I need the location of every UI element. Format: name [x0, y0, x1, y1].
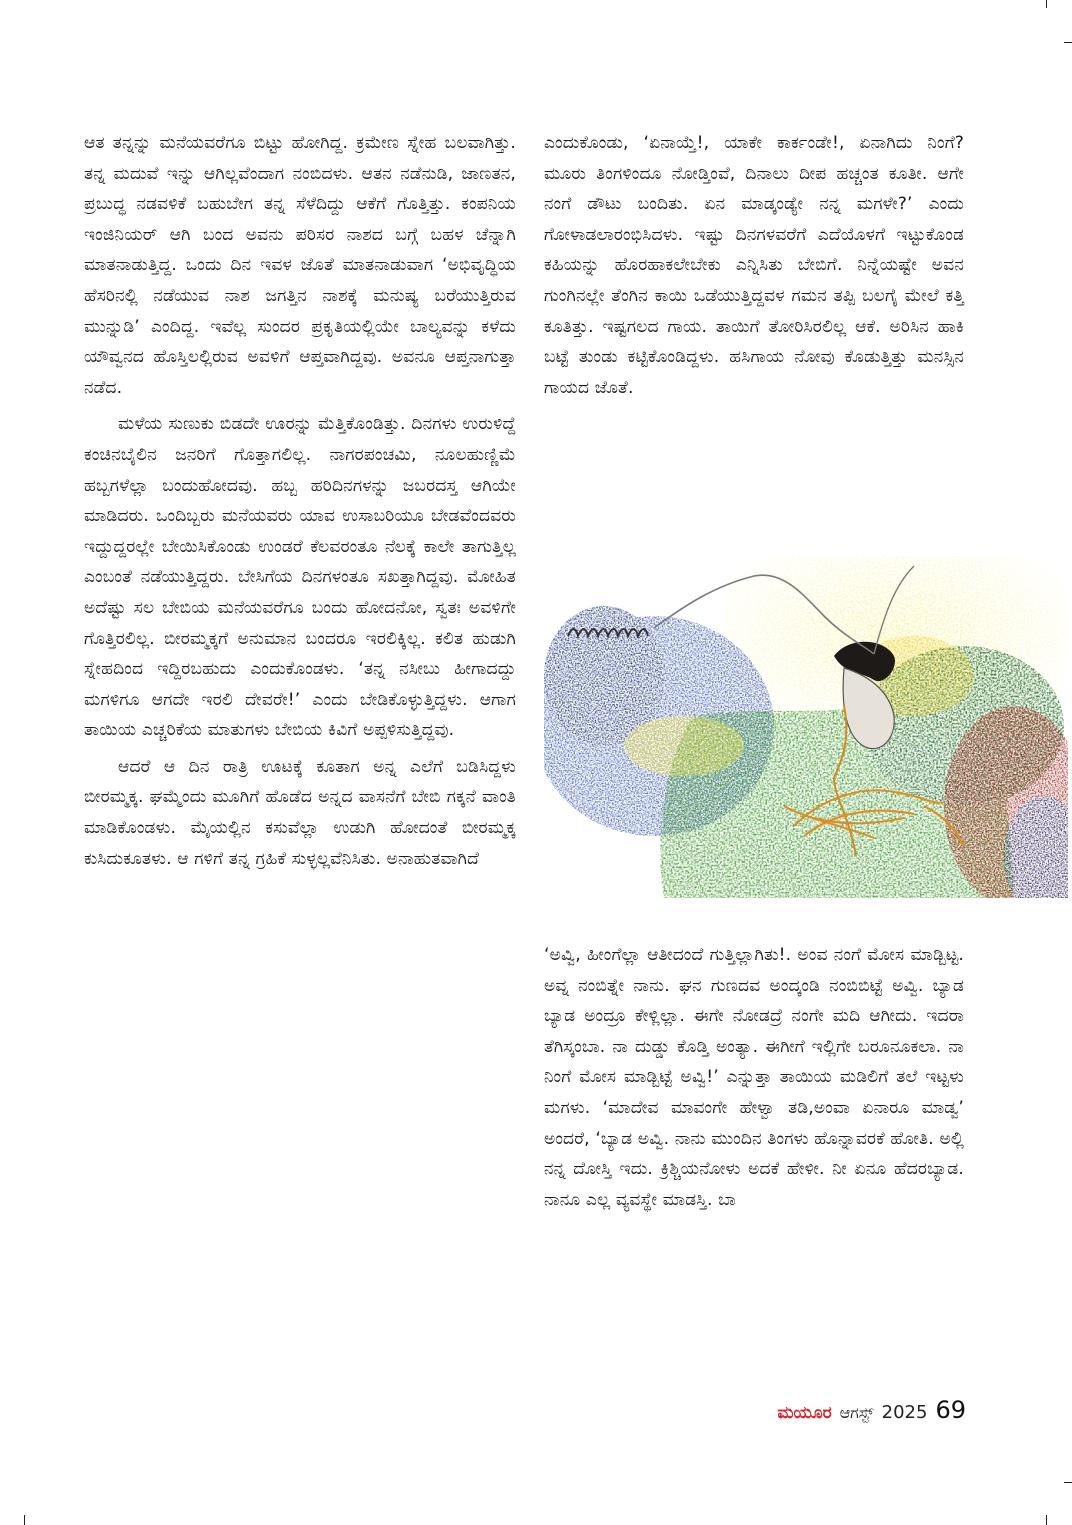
crop-mark-right-upper — [1064, 42, 1072, 43]
page-number: 69 — [935, 1396, 966, 1424]
yellow-patch — [624, 716, 744, 776]
paragraph: ಆತ ತನ್ನನ್ನು ಮನೆಯವರೆಗೂ ಬಿಟ್ಟು ಹೋಗಿದ್ದ. ಕ್ರಮೇಣ ಸ್ನೇಹ ಬಲವಾಗಿತ್ತು. ತನ್ನ ಮದುವೆ ಇನ್ನು ಆಗಿಲ್ಲವೆಂದಾಗ ನಂಬಿದಳು. ಆತನ ನಡೆನುಡಿ, ಜಾಣತನ, ಪ್ರಬುದ್ಧ ನಡವಳಿಕೆ ಬಹುಬೇಗ ತನ್ನ ಸೆಳೆದಿದ್ದು ಆಕೆಗೆ ಗೊತ್ತಿತ್ತು. ಕಂಪನಿಯ ಇಂಜಿನಿಯರ್ ಆಗಿ ಬಂದ ಅವನು ಪರಿಸರ ನಾಶದ ಬಗ್ಗೆ ಬಹಳ ಚೆನ್ನಾಗಿ ಮಾತನಾಡುತ್ತಿದ್ದ. ಒಂದು ದಿನ ಇವಳ ಜೊತೆ ಮಾತನಾಡುವಾಗ ‘ಅಭಿವೃದ್ಧಿಯ ಹೆಸರಿನಲ್ಲಿ ನಡೆಯುವ ನಾಶ ಜಗತ್ತಿನ ನಾಶಕ್ಕೆ ಮನುಷ್ಯ ಬರೆಯುತ್ತಿರುವ ಮುನ್ನುಡಿ’ ಎಂದಿದ್ದ. ಇವೆಲ್ಲ ಸುಂದರ ಪ್ರಕೃತಿಯಲ್ಲಿಯೇ ಬಾಲ್ಯವನ್ನು ಕಳೆದು ಯೌವ್ವನದ ಹೊಸ್ತಿಲಲ್ಲಿರುವ ಅವಳಿಗೆ ಆಪ್ತವಾಗಿದ್ದವು. ಅವನೂ ಆಪ್ತನಾಗುತ್ತಾ ನಡೆದ. — [84, 133, 516, 398]
crop-mark-right-lower — [1064, 1482, 1072, 1483]
crop-mark-bottom-right — [1046, 1515, 1047, 1525]
paragraph: ಆದರೆ ಆ ದಿನ ರಾತ್ರಿ ಊಟಕ್ಕೆ ಕೂತಾಗ ಅನ್ನ ಎಲೆಗೆ ಬಡಿಸಿದ್ದಳು ಬೀರಮ್ಮಕ್ಕ. ಘಮ್ಮೆಂದು ಮೂಗಿಗೆ ಹೊಡೆದ ಅನ್ನದ ವಾಸನೆಗೆ ಬೇಬಿ ಗಕ್ಕನೆ ವಾಂತಿ ಮಾಡಿಕೊಂಡಳು. ಮೈಯಲ್ಲಿನ ಕಸುವೆಲ್ಲಾ ಉಡುಗಿ ಹೋದಂತೆ ಬೀರಮ್ಮಕ್ಕ ಕುಸಿದುಕೂತಳು. ಆ ಗಳಿಗೆ ತನ್ನ ಗ್ರಹಿಕೆ ಸುಳ್ಳಲ್ಲವೆನಿಸಿತು. ಅನಾಹುತವಾಗಿದೆ — [84, 756, 516, 869]
magazine-logo: ಮಯೂರ — [777, 1403, 832, 1423]
paragraph: ‘ಅವ್ವಿ, ಹೀಂಗೆಲ್ಲಾ ಆತೀದಂದೆ ಗುತ್ತಿಲ್ಲಾಗಿತು!. ಅಂವ ನಂಗೆ ಮೋಸ ಮಾಡ್ಬಿಟ್ಟ. ಅವ್ನ ನಂಬಿತ್ನೇ ನಾನು. ಘನ ಗುಣದವ ಅಂದ್ಕಂಡಿ ನಂಬಿಬಿಟ್ಟೆ ಅವ್ವಿ. ಬ್ಯಾಡ ಬ್ಯಾಡ ಅಂದ್ರೂ ಕೇಳ್ಲಿಲ್ಲಾ. ಈಗೇ ನೋಡದ್ರೆ ನಂಗೇ ಮದಿ ಆಗೀದು. ಇದರಾ ತೆಗಿಸ್ಕಂಬಾ. ನಾ ದುಡ್ಡು ಕೊಡ್ತಿ ಅಂತ್ಯಾ. ಈಗೀಗೆ ಇಲ್ಲಿಗೇ ಬರೂನೂಕಲಾ. ನಾ ನಿಂಗೆ ಮೋಸ ಮಾಡ್ಬಿಟ್ಟೆ ಅವ್ವಿ!’ ಎನ್ನುತ್ತಾ ತಾಯಿಯ ಮಡಿಲಿಗೆ ತಲೆ ಇಟ್ಟಳು ಮಗಳು. ‘ಮಾದೇವ ಮಾವಂಗೇ ಹೇಳ್ವಾ ತಡಿ,ಅಂವಾ ಏನಾರೂ ಮಾಡ್ವ’ ಅಂದರೆ, ‘ಬ್ಯಾಡ ಅವ್ವಿ. ನಾನು ಮುಂದಿನ ತಿಂಗಳು ಹೊನ್ನಾವರಕೆ ಹೋತಿ. ಅಲ್ಲಿ ನನ್ನ ದೋಸ್ತಿ ಇದು. ಕ್ರಿಶ್ಚಿಯನೋಳು ಅದಕೆ ಹೇಳೀ. ನೀ ಏನೂ ಹೆದರಬ್ಯಾಡ. ನಾನೂ ಎಲ್ಲ ವ್ಯವಸ್ಥೇ ಮಾಡಸ್ತಿ. ಬಾ — [544, 945, 964, 1210]
crop-mark-top-right — [1046, 0, 1047, 8]
article-column-right-bottom — [544, 940, 964, 1215]
paragraph: ಎಂದುಕೊಂಡು, ‘ಏನಾಯ್ತೆ!, ಯಾಕೇ ಕಾರ್ಕಂಡೇ!, ಏನಾಗಿದು ನಿಂಗೆ? ಮೂರು ತಿಂಗಳಿಂದೂ ನೋಡ್ತಿಂವೆ, ದಿನಾಲು ದೀಪ ಹಚ್ಚಂತ ಕೂತೀ. ಆಗೇ ನಂಗೆ ಡೌಟು ಬಂದಿತು. ಏನ ಮಾಡ್ಕಂಡ್ಯೇ ನನ್ನ ಮಗಳೇ?’ ಎಂದು ಗೋಳಾಡಲಾರಂಭಿಸಿದಳು. ಇಷ್ಟು ದಿನಗಳವರೆಗೆ ಎದೆಯೊಳಗೆ ಇಟ್ಟುಕೊಂಡ ಕಹಿಯನ್ನು ಹೊರಹಾಕಲೇಬೇಕು ಎನ್ನಿಸಿತು ಬೇಬಿಗೆ. ನಿನ್ನೆಯಷ್ಟೇ ಅವನ ಗುಂಗಿನಲ್ಲೇ ತೆಂಗಿನ ಕಾಯಿ ಒಡೆಯುತ್ತಿದ್ದವಳ ಗಮನ ತಪ್ಪಿ ಬಲಗೈ ಮೇಲೆ ಕತ್ತಿ ಕೂತಿತ್ತು. ಇಷ್ಟಗಲದ ಗಾಯ. ತಾಯಿಗೆ ತೋರಿಸಿರಲಿಲ್ಲ ಆಕೆ. ಅರಿಸಿನ ಹಾಕಿ ಬಟ್ಟೆ ತುಂಡು ಕಟ್ಟಿಕೊಂಡಿದ್ದಳು. ಹಸಿಗಾಯ ನೋವು ಕೊಡುತ್ತಿತ್ತು ಮನಸ್ಸಿನ ಗಾಯದ ಜೊತೆ. — [544, 133, 964, 398]
article-column-right-top — [544, 128, 964, 403]
paragraph: ಮಳೆಯ ಸುಣುಕು ಬಿಡದೇ ಊರನ್ನು ಮೆತ್ತಿಕೊಂಡಿತ್ತು. ದಿನಗಳು ಉರುಳಿದ್ದೆ ಕಂಚಿನಬೈಲಿನ ಜನರಿಗೆ ಗೊತ್ತಾಗಲಿಲ್ಲ. ನಾಗರಪಂಚಮಿ, ನೂಲಹುಣ್ಣಿಮೆ ಹಬ್ಬಗಳೆಲ್ಲಾ ಬಂದುಹೋದವು. ಹಬ್ಬ ಹರಿದಿನಗಳನ್ನು ಜಬರದಸ್ತ ಆಗಿಯೇ ಮಾಡಿದರು. ಒಂದಿಬ್ಬರು ಮನೆಯವರು ಯಾವ ಉಸಾಬರಿಯೂ ಬೇಡವೆಂದವರು ಇದ್ದುದ್ದರಲ್ಲೇ ಬೇಯಿಸಿಕೊಂಡು ಉಂಡರೆ ಕೆಲವರಂತೂ ನೆಲಕ್ಕೆ ಕಾಲೇ ತಾಗುತ್ತಿಲ್ಲ ಎಂಬಂತೆ ನಡೆಯುತ್ತಿದ್ದರು. ಬೇಸಿಗೆಯ ದಿನಗಳಂತೂ ಸಖತ್ತಾಗಿದ್ದವು. ಮೋಹಿತ ಅದೆಷ್ಟು ಸಲ ಬೇಬಿಯ ಮನೆಯವರೆಗೂ ಬಂದು ಹೋದನೋ, ಸ್ವತಃ ಅವಳಿಗೇ ಗೊತ್ತಿರಲಿಲ್ಲ. ಬೀರಮ್ಮಕ್ಕಗೆ ಅನುಮಾನ ಬಂದರೂ ಇರಲಿಕ್ಕಿಲ್ಲ. ಕಲಿತ ಹುಡುಗಿ ಸ್ನೇಹದಿಂದ ಇದ್ದಿರಬಹುದು ಎಂದುಕೊಂಡಳು. ‘ತನ್ನ ನಸೀಬು ಹೀಗಾದದ್ದು ಮಗಳಿಗೂ ಆಗದೇ ಇರಲಿ ದೇವರೇ!’ ಎಂದು ಬೇಡಿಕೊಳ್ಳುತ್ತಿದ್ದಳು. ಆಗಾಗ ತಾಯಿಯ ಎಚ್ಚರಿಕೆಯ ಮಾತುಗಳು ಬೇಬಿಯ ಕಿವಿಗೆ ಅಪ್ಪಳಿಸುತ್ತಿದ್ದವು. — [84, 414, 516, 741]
page-footer — [754, 1396, 966, 1426]
crop-mark-bottom-left — [24, 1515, 25, 1525]
issue-year: 2025 — [881, 1402, 928, 1423]
article-column-left — [84, 128, 516, 874]
issue-month: ಆಗಸ್ಟ್ — [839, 1403, 874, 1422]
story-illustration — [544, 556, 1068, 898]
